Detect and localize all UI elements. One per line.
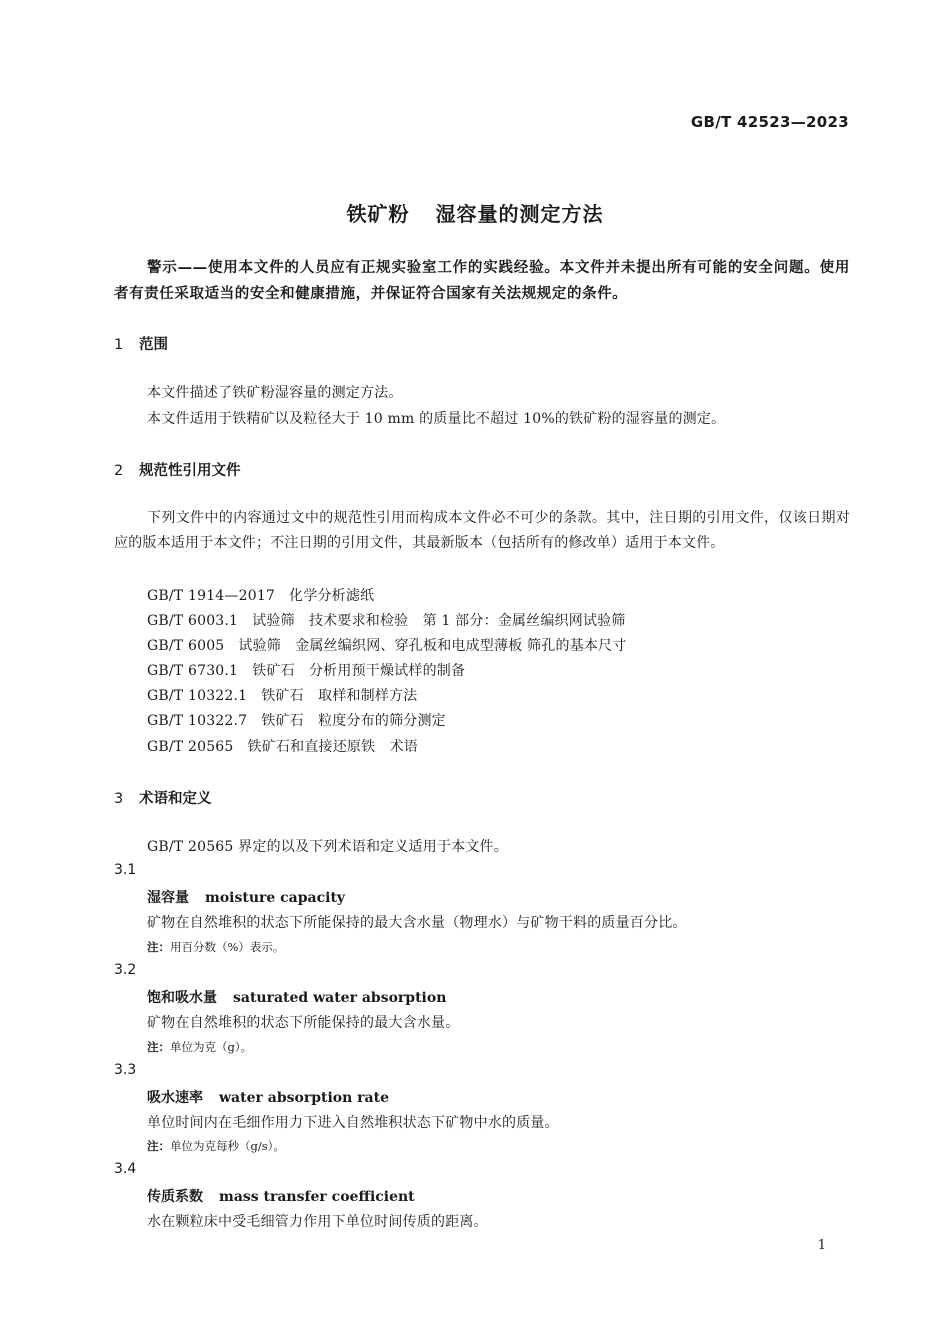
- scope-line-1: 本文件描述了铁矿粉湿容量的测定方法。: [147, 385, 403, 401]
- reference-code: GB/T 10322.7: [147, 713, 248, 729]
- term-zh: 湿容量: [147, 890, 189, 906]
- term-note: [147, 1138, 285, 1154]
- section-number: 3: [114, 791, 124, 807]
- reference-code: GB/T 1914—2017: [147, 588, 276, 604]
- term-heading: [147, 887, 345, 907]
- reference-title: 铁矿石 取样和制样方法: [261, 688, 418, 704]
- reference-code: GB/T 6005: [147, 638, 225, 654]
- reference-code: GB/T 20565: [147, 739, 234, 755]
- note-label: 注：: [147, 1040, 170, 1054]
- reference-item: [147, 610, 626, 630]
- term-zh: 吸水速率: [147, 1090, 203, 1106]
- section-1-heading: [114, 333, 168, 354]
- section-number: 2: [114, 463, 124, 479]
- reference-item: [147, 635, 626, 655]
- term-number: 3.4: [114, 1161, 137, 1177]
- term-en: mass transfer coefficient: [219, 1189, 415, 1205]
- term-definition: 矿物在自然堆积的状态下所能保持的最大含水量。: [147, 1015, 460, 1031]
- note-label: 注：: [147, 940, 170, 954]
- term-en: water absorption rate: [219, 1090, 389, 1106]
- standard-number: GB/T 42523—2023: [690, 113, 849, 131]
- term-note: [147, 939, 284, 955]
- title-part2: 湿容量的测定方法: [435, 202, 604, 226]
- reference-title: 化学分析滤纸: [289, 588, 375, 604]
- reference-item: [147, 736, 418, 756]
- term-en: moisture capacity: [205, 890, 346, 906]
- section-number: 1: [114, 337, 124, 353]
- term-number: 3.3: [114, 1062, 137, 1078]
- term-heading: [147, 1186, 415, 1206]
- title-part1: 铁矿粉: [346, 202, 410, 226]
- section-title: 术语和定义: [139, 791, 212, 807]
- page-number: 1: [817, 1238, 826, 1253]
- reference-title: 试验筛 技术要求和检验 第 1 部分：金属丝编织网试验筛: [252, 613, 626, 629]
- section-3-heading: [114, 787, 212, 808]
- terms-intro: GB/T 20565 界定的以及下列术语和定义适用于本文件。: [147, 839, 508, 855]
- reference-item: [147, 585, 374, 605]
- term-definition: 单位时间内在毛细作用力下进入自然堆积状态下矿物中水的质量。: [147, 1115, 559, 1131]
- term-number: 3.2: [114, 962, 137, 978]
- term-zh: 传质系数: [147, 1189, 203, 1205]
- term-heading: [147, 987, 446, 1007]
- section-title: 范围: [139, 337, 168, 353]
- note-text: 单位为克（g）。: [170, 1040, 253, 1054]
- term-en: saturated water absorption: [233, 990, 447, 1006]
- reference-title: 铁矿石 分析用预干燥试样的制备: [252, 663, 466, 679]
- reference-item: [147, 660, 465, 680]
- warning-paragraph: 警示——使用本文件的人员应有正规实验室工作的实践经验。本文件并未提出所有可能的安全问题。使用者有责任采取适当的安全和健康措施，并保证符合国家有关法规规定的条件。: [114, 260, 850, 302]
- section-2-heading: [114, 459, 241, 480]
- reference-title: 铁矿石 粒度分布的筛分测定: [261, 713, 446, 729]
- note-text: 用百分数（%）表示。: [170, 940, 285, 954]
- term-heading: [147, 1087, 389, 1107]
- term-number: 3.1: [114, 862, 137, 878]
- reference-title: 试验筛 金属丝编织网、穿孔板和电成型薄板 筛孔的基本尺寸: [238, 638, 627, 654]
- reference-code: GB/T 10322.1: [147, 688, 248, 704]
- term-zh: 饱和吸水量: [147, 990, 217, 1006]
- term-note: [147, 1039, 252, 1055]
- reference-code: GB/T 6003.1: [147, 613, 239, 629]
- document-title: [0, 198, 950, 227]
- note-text: 单位为克每秒（g/s）。: [170, 1139, 285, 1153]
- reference-code: GB/T 6730.1: [147, 663, 239, 679]
- reference-item: [147, 685, 417, 705]
- reference-item: [147, 710, 446, 730]
- reference-title: 铁矿石和直接还原铁 术语: [247, 739, 418, 755]
- section-title: 规范性引用文件: [139, 463, 241, 479]
- term-definition: 矿物在自然堆积的状态下所能保持的最大含水量（物理水）与矿物干料的质量百分比。: [147, 915, 687, 931]
- scope-line-2: 本文件适用于铁精矿以及粒径大于 10 mm 的质量比不超过 10%的铁矿粉的湿容量的测定。: [147, 411, 726, 427]
- term-definition: 水在颗粒床中受毛细管力作用下单位时间传质的距离。: [147, 1214, 488, 1230]
- note-label: 注：: [147, 1139, 170, 1153]
- normative-intro: 下列文件中的内容通过文中的规范性引用而构成本文件必不可少的条款。其中，注日期的引用文件，仅该日期对应的版本适用于本文件；不注日期的引用文件，其最新版本（包括所有的修改单）适用于本文件。: [114, 510, 850, 551]
